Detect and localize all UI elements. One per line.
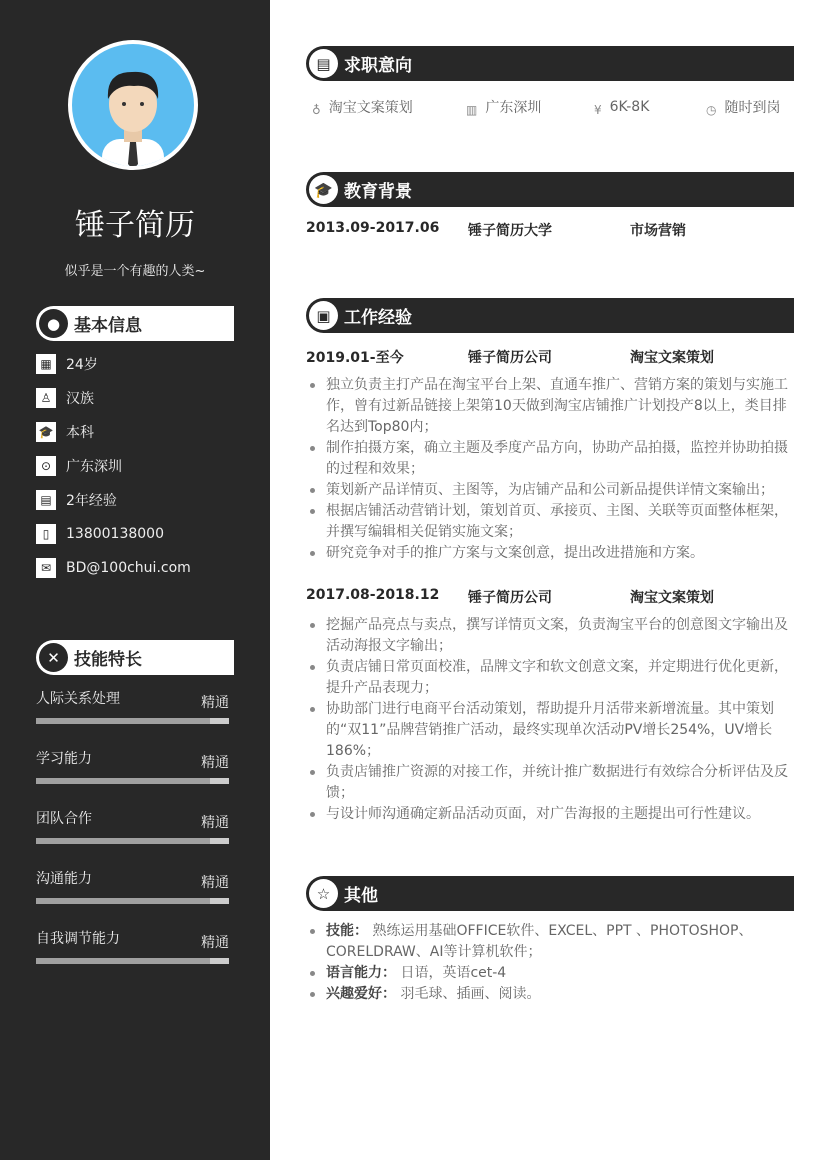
graduation-cap-icon: 🎓 bbox=[309, 175, 338, 204]
other-label: 兴趣爱好： bbox=[326, 986, 396, 1002]
skill-level: 精通 bbox=[201, 935, 229, 951]
skill-bar bbox=[36, 898, 229, 904]
list-item: 制作拍摄方案，确立主题及季度产品方向，协助产品拍摄，监控并协助拍摄的过程和效果； bbox=[306, 438, 794, 480]
envelope-icon: ✉ bbox=[36, 558, 56, 578]
section-title: 求职意向 bbox=[344, 56, 412, 76]
list-item: 挖掘产品亮点与卖点，撰写详情页文案，负责淘宝平台的创意图文字输出及活动海报文字输出； bbox=[306, 615, 794, 657]
list-item: 协助部门进行电商平台活动策划，帮助提升月活带来新增流量。其中策划的“双11”品牌营销推广活动，最终实现单次活动PV增长254%，UV增长186%； bbox=[306, 699, 794, 762]
skill-bar-fill bbox=[36, 718, 210, 724]
basic-info-text: 广东深圳 bbox=[66, 459, 122, 475]
briefcase-icon: ▣ bbox=[309, 301, 338, 330]
skill-bar bbox=[36, 718, 229, 724]
skill-item bbox=[36, 688, 229, 711]
work-company: 锤子简历公司 bbox=[468, 350, 552, 366]
basic-info-item bbox=[36, 490, 117, 510]
skill-item bbox=[36, 928, 229, 951]
job-intent-text: 6K-8K bbox=[609, 99, 650, 115]
basic-info-text: 2年经验 bbox=[66, 493, 117, 509]
document-icon: ▤ bbox=[309, 49, 338, 78]
other-label: 语言能力： bbox=[326, 965, 396, 981]
skill-bar-fill bbox=[36, 958, 210, 964]
basic-info-header bbox=[36, 306, 234, 341]
basic-info-item bbox=[36, 422, 94, 442]
edu-date: 2013.09-2017.06 bbox=[306, 220, 440, 236]
star-icon: ☆ bbox=[309, 879, 338, 908]
skill-bar-fill bbox=[36, 898, 210, 904]
education-header bbox=[306, 172, 794, 207]
job-intent-text: 随时到岗 bbox=[724, 100, 781, 116]
edu-school: 锤子简历大学 bbox=[468, 223, 552, 239]
work-bullets bbox=[306, 375, 794, 564]
skill-name: 自我调节能力 bbox=[36, 931, 120, 947]
list-item bbox=[306, 984, 794, 1005]
list-item: 负责店铺日常页面校准，品牌文字和软文创意文案，并定期进行优化更新，提升产品表现力； bbox=[306, 657, 794, 699]
basic-info-text: 24岁 bbox=[66, 357, 98, 373]
basic-info-item bbox=[36, 388, 94, 408]
calendar-icon: ▦ bbox=[36, 354, 56, 374]
skill-item bbox=[36, 748, 229, 771]
wrench-icon: ✕ bbox=[39, 643, 68, 672]
skill-bar-fill bbox=[36, 838, 210, 844]
skill-name: 学习能力 bbox=[36, 751, 92, 767]
yen-icon: ¥ bbox=[594, 103, 602, 117]
other-label: 技能： bbox=[326, 923, 368, 939]
skill-name: 团队合作 bbox=[36, 811, 92, 827]
section-title: 基本信息 bbox=[74, 316, 142, 336]
skill-bar bbox=[36, 958, 229, 964]
basic-info-text: 本科 bbox=[66, 425, 94, 441]
skill-bar bbox=[36, 838, 229, 844]
section-title: 教育背景 bbox=[344, 182, 412, 202]
skill-bar-fill bbox=[36, 778, 210, 784]
list-item bbox=[306, 963, 794, 984]
building-icon: ▥ bbox=[466, 103, 478, 117]
list-item: 研究竞争对手的推广方案与文案创意，提出改进措施和方案。 bbox=[306, 543, 794, 564]
basic-info-item bbox=[36, 524, 164, 544]
phone-icon: ▯ bbox=[36, 524, 56, 544]
user-icon: ● bbox=[39, 309, 68, 338]
location-pin-icon: ⊙ bbox=[36, 456, 56, 476]
skill-name: 沟通能力 bbox=[36, 871, 92, 887]
graduation-cap-icon: 🎓 bbox=[36, 422, 56, 442]
job-intent-text: 广东深圳 bbox=[485, 100, 542, 116]
skill-name: 人际关系处理 bbox=[36, 691, 120, 707]
work-date: 2019.01-至今 bbox=[306, 350, 404, 366]
work-company: 锤子简历公司 bbox=[468, 590, 552, 606]
list-item: 与设计师沟通确定新品活动页面，对广告海报的主题提出可行性建议。 bbox=[306, 804, 794, 825]
profile-name: 锤子简历 bbox=[75, 208, 195, 243]
list-item: 独立负责主打产品在淘宝平台上架、直通车推广、营销方案的策划与实施工作，曾有过新品链接上架第10天做到淘宝店铺推广计划投产8以上，类目排名达到Top80内； bbox=[306, 375, 794, 438]
job-intent-text: 淘宝文案策划 bbox=[328, 100, 413, 116]
work-bullets bbox=[306, 615, 794, 825]
list-item: 根据店铺活动营销计划，策划首页、承接页、主图、关联等页面整体框架，并撰写编辑相关促销实施文案； bbox=[306, 501, 794, 543]
job-intent-item bbox=[594, 97, 649, 117]
job-intent-header bbox=[306, 46, 794, 81]
skill-level: 精通 bbox=[201, 755, 229, 771]
other-text: 羽毛球、插画、阅读。 bbox=[400, 986, 541, 1002]
section-title: 工作经验 bbox=[344, 308, 412, 328]
tie-icon: ♁ bbox=[312, 103, 321, 117]
other-list bbox=[306, 921, 794, 1005]
calendar-icon: ▤ bbox=[36, 490, 56, 510]
section-title: 其他 bbox=[344, 886, 378, 906]
people-icon: ♙ bbox=[36, 388, 56, 408]
basic-info-item bbox=[36, 354, 98, 374]
work-role: 淘宝文案策划 bbox=[630, 350, 714, 366]
job-intent-item bbox=[466, 97, 541, 117]
basic-info-item bbox=[36, 456, 122, 476]
section-title: 技能特长 bbox=[74, 650, 142, 670]
list-item bbox=[306, 921, 794, 963]
edu-major: 市场营销 bbox=[630, 223, 686, 239]
skill-level: 精通 bbox=[201, 875, 229, 891]
basic-info-item bbox=[36, 558, 191, 578]
skills-header bbox=[36, 640, 234, 675]
clock-icon: ◷ bbox=[706, 103, 717, 117]
skill-item bbox=[36, 808, 229, 831]
skill-level: 精通 bbox=[201, 815, 229, 831]
other-text: 熟练运用基础OFFICE软件、EXCEL、PPT 、PHOTOSHOP、CORELDRAW、AI等计算机软件； bbox=[326, 923, 753, 960]
work-role: 淘宝文案策划 bbox=[630, 590, 714, 606]
basic-info-text: BD@100chui.com bbox=[66, 560, 191, 576]
work-header bbox=[306, 298, 794, 333]
skill-item bbox=[36, 868, 229, 891]
profile-tagline: 似乎是一个有趣的人类~ bbox=[64, 264, 206, 279]
work-date: 2017.08-2018.12 bbox=[306, 587, 440, 603]
avatar bbox=[68, 40, 198, 170]
job-intent-item bbox=[312, 97, 413, 117]
job-intent-item bbox=[706, 97, 780, 117]
basic-info-text: 汉族 bbox=[66, 391, 94, 407]
basic-info-text: 13800138000 bbox=[66, 526, 164, 542]
skill-bar bbox=[36, 778, 229, 784]
other-header bbox=[306, 876, 794, 911]
list-item: 策划新产品详情页、主图等，为店铺产品和公司新品提供详情文案输出； bbox=[306, 480, 794, 501]
other-text: 日语，英语cet-4 bbox=[400, 965, 507, 981]
list-item: 负责店铺推广资源的对接工作，并统计推广数据进行有效综合分析评估及反馈； bbox=[306, 762, 794, 804]
skill-level: 精通 bbox=[201, 695, 229, 711]
sidebar bbox=[0, 0, 270, 1160]
